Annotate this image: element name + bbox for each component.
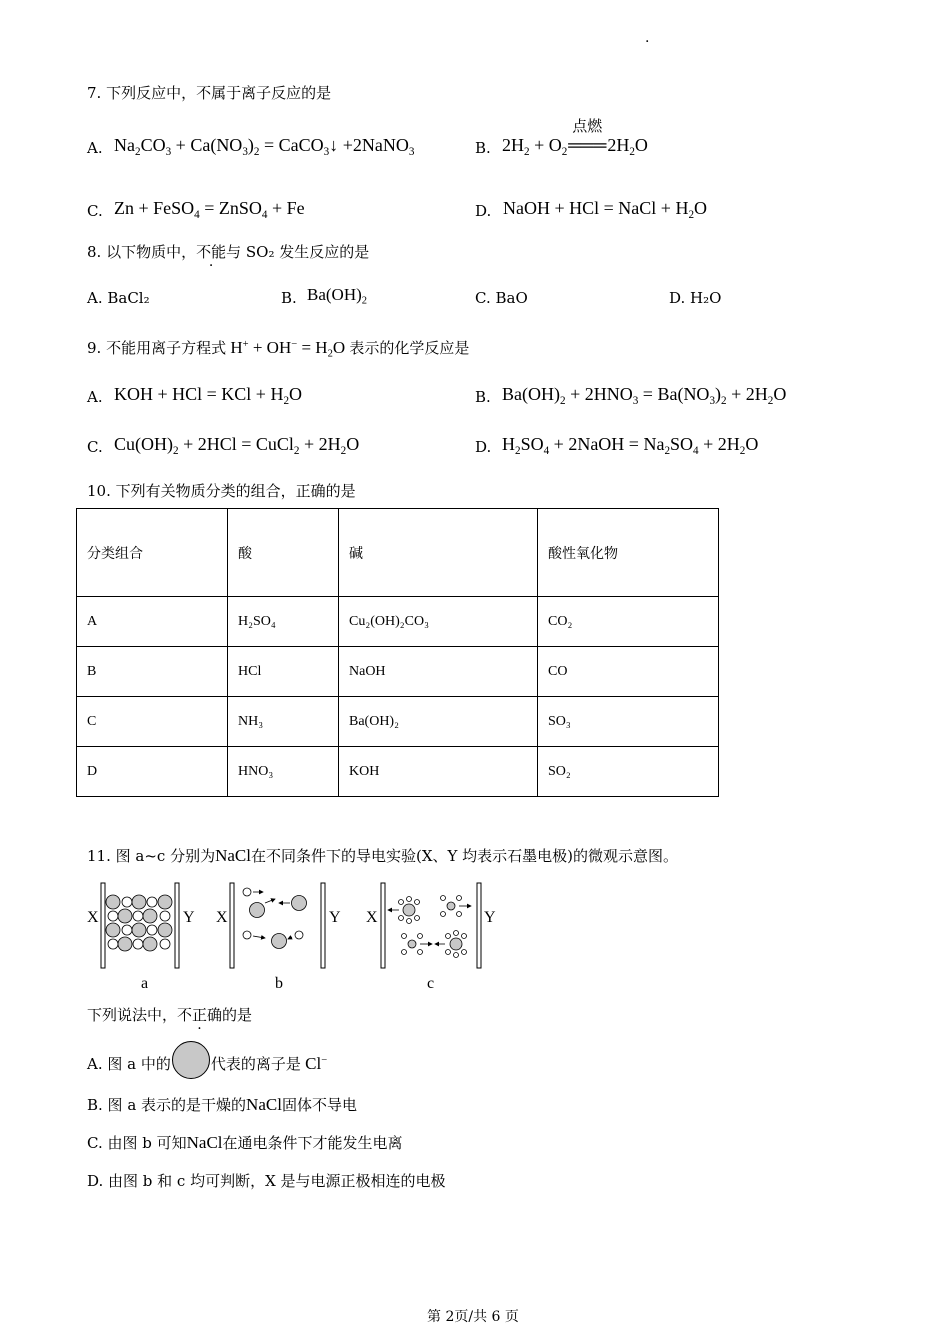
q11-sub-stem: 下列说法中，不正确的是 <box>87 1006 253 1024</box>
q11-option-c: C. 由图 b 可知NaCl在通电条件下才能发生电离 <box>87 1133 403 1152</box>
table-cell: SO₃ <box>538 697 719 747</box>
table-row <box>77 647 719 697</box>
q8-option-a: A. BaCl₂ <box>87 289 150 307</box>
table-cell: Ba(OH)₂ <box>339 697 538 747</box>
table-cell: KOH <box>339 747 538 797</box>
q8-option-d: D. H₂O <box>669 289 722 307</box>
q9-stem: 9. 不能用离子方程式 $H^+ + OH^- = H_2O$ 表示的化学反应是 <box>87 338 470 360</box>
figure-b <box>216 883 341 992</box>
page-footer: 第 2页/共 6 页 <box>427 1309 519 1325</box>
q11-option-a: A. 图 a 中的 代表的离子是 Cl− <box>87 1051 327 1079</box>
table-cell: HNO₃ <box>228 747 339 797</box>
table-header-cell: 分类组合 <box>77 509 228 597</box>
q7-option-b-equation: $2H_2 + O_2$ 点燃 $═══2H_2O$ <box>502 117 648 158</box>
q7-option-a-label: A. <box>87 139 103 157</box>
q8-option-b-label: B. <box>281 289 297 307</box>
fig-a-y-label: Y <box>183 909 195 926</box>
table-cell: CO₂ <box>538 597 719 647</box>
table-cell: A <box>77 597 228 647</box>
q7-stem: 7. 下列反应中，不属于离子反应的是 <box>87 84 332 102</box>
fig-b-y-label: Y <box>329 909 341 926</box>
q7-b-condition: 点燃 <box>572 117 603 135</box>
table-cell: H₂SO₄ <box>228 597 339 647</box>
q8-option-b-formula: $Ba(OH)_2$ <box>307 285 368 307</box>
conduction-figure <box>85 878 505 993</box>
table-row <box>77 747 719 797</box>
q8-stem: 8. 以下物质中，不能与 SO₂ 发生反应的是 <box>87 243 370 261</box>
fig-b-caption: b <box>275 975 283 992</box>
q9-ionic-equation: $H^+ + OH^- = H_2O$ <box>226 338 350 360</box>
q9-option-a-equation: KOH + HCl = KCl + $H_2O$ <box>114 384 303 407</box>
figure-a <box>87 883 195 992</box>
q8-option-c: C. BaO <box>475 289 528 307</box>
q7-option-d-label: D. <box>475 202 492 220</box>
q9-option-d-equation: $H_2SO_4$ + 2NaOH = $Na_2SO_4 + 2H_2O$ <box>502 434 759 457</box>
fig-c-x-label: X <box>366 909 378 926</box>
figure-c <box>366 883 496 992</box>
q11-option-b: B. 图 a 表示的是干燥的NaCl固体不导电 <box>87 1095 357 1114</box>
classification-table <box>76 508 719 797</box>
grey-ion-circle-icon <box>172 1041 210 1079</box>
q9-option-b-label: B. <box>475 388 491 406</box>
top-mark: · <box>645 34 650 50</box>
fig-a-caption: a <box>141 975 149 992</box>
q7-option-b-label: B. <box>475 139 491 157</box>
table-cell: NH₃ <box>228 697 339 747</box>
q7-option-c-equation: Zn + FeSO$_4$ = ZnSO$_4$ + Fe <box>114 198 305 221</box>
table-row <box>77 697 719 747</box>
q9-option-c-equation: $Cu(OH)_2 + 2HCl$ = CuCl$_2$ + $2H_2O$ <box>114 434 360 457</box>
q11-stem: 11. 图 a~c 分别为NaCl在不同条件下的导电实验(X、Y 均表示石墨电极)的微观示意图。 <box>87 846 679 865</box>
table-cell: Cu₂(OH)₂CO₃ <box>339 597 538 647</box>
fig-c-y-label: Y <box>484 909 496 926</box>
table-row <box>77 597 719 647</box>
fig-c-caption: c <box>427 975 435 992</box>
q7-option-d-equation: NaOH + HCl = NaCl + $H_2O$ <box>503 198 708 221</box>
q9-option-b-equation: $Ba(OH)_2 + 2HNO_3 = Ba(NO_3)_2 + 2H_2O$ <box>502 384 787 407</box>
table-header-cell: 酸性氧化物 <box>538 509 719 597</box>
table-header-cell: 碱 <box>339 509 538 597</box>
q7-option-c-label: C. <box>87 202 103 220</box>
fig-b-x-label: X <box>216 909 228 926</box>
table-cell: HCl <box>228 647 339 697</box>
table-header-row <box>77 509 719 597</box>
fig-a-x-label: X <box>87 909 99 926</box>
table-cell: SO₂ <box>538 747 719 797</box>
table-cell: C <box>77 697 228 747</box>
q11-option-d: D. 由图 b 和 c 均可判断，X 是与电源正极相连的电极 <box>87 1172 446 1190</box>
table-cell: D <box>77 747 228 797</box>
q9-option-a-label: A. <box>87 388 103 406</box>
table-cell: B <box>77 647 228 697</box>
table-cell: NaOH <box>339 647 538 697</box>
table-header-cell: 酸 <box>228 509 339 597</box>
table-cell: CO <box>538 647 719 697</box>
q7-option-a-equation: $Na_2CO_3 + Ca(NO_3)_2$ = CaCO$_3$↓ +2NaNO$_3$ <box>114 135 415 158</box>
q10-stem: 10. 下列有关物质分类的组合，正确的是 <box>87 482 356 500</box>
q9-option-d-label: D. <box>475 438 492 456</box>
q9-option-c-label: C. <box>87 438 103 456</box>
